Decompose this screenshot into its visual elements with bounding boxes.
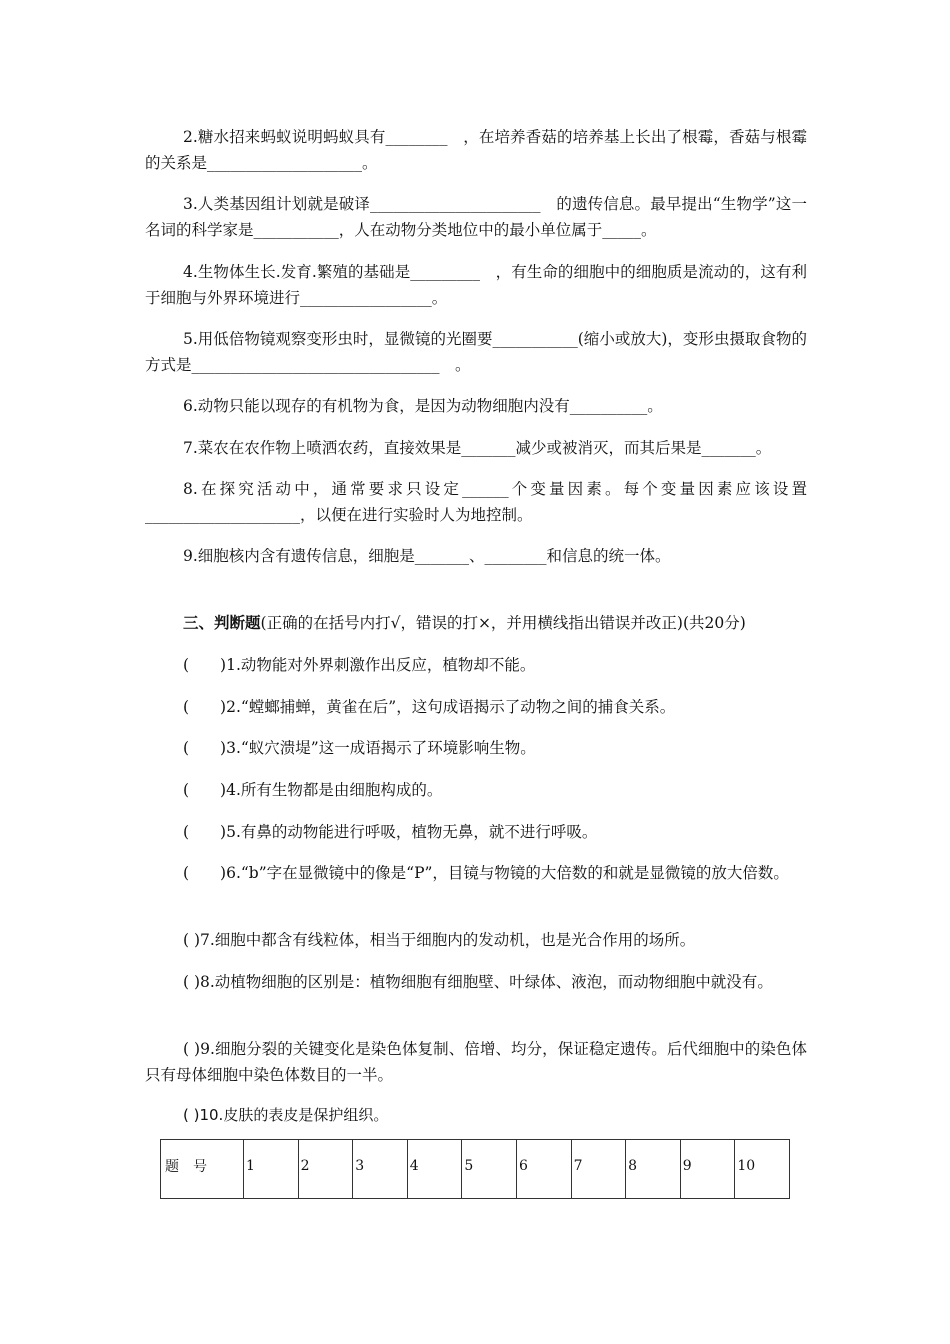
answer-table-row [161, 1140, 790, 1199]
judgment-question-2: ( )2.“螳螂捕蝉，黄雀在后”，这句成语揭示了动物之间的捕食关系。 [183, 698, 676, 716]
judgment-question-9: ( )9.细胞分裂的关键变化是染色体复制、倍增、均分，保证稳定遗传。后代细胞中的染色体只有母体细胞中染色体数目的一半。 [145, 1040, 807, 1084]
fill-blank-question-2: 2.糖水招来蚂蚁说明蚂蚁具有________ ，在培养香菇的培养基上长出了根霉，香菇与根霉的关系是____________________。 [145, 128, 807, 172]
answer-cell-3[interactable]: 3 [353, 1140, 408, 1199]
judgment-question-8: ( )8.动植物细胞的区别是：植物细胞有细胞壁、叶绿体、液泡，而动物细胞中就没有。 [183, 973, 773, 991]
answer-table-header: 题 号 [161, 1140, 244, 1199]
judgment-question-5: ( )5.有鼻的动物能进行呼吸，植物无鼻，就不进行呼吸。 [183, 823, 598, 841]
section-instruction: (正确的在括号内打√，错误的打×，并用横线指出错误并改正)(共20分) [260, 614, 746, 632]
judgment-question-3: ( )3.“蚁穴溃堤”这一成语揭示了环境影响生物。 [183, 739, 536, 757]
judgment-question-1: ( )1.动物能对外界刺激作出反应，植物却不能。 [183, 656, 536, 674]
answer-cell-1[interactable]: 1 [244, 1140, 299, 1199]
fill-blank-question-9: 9.细胞核内含有遗传信息，细胞是_______、________和信息的统一体。 [183, 547, 671, 565]
fill-blank-question-5: 5.用低倍物镜观察变形虫时，显微镜的光圈要___________(缩小或放大)，变形虫摄取食物的方式是________________________________ 。 [145, 330, 807, 374]
answer-cell-10[interactable]: 10 [735, 1140, 790, 1199]
answer-cell-6[interactable]: 6 [516, 1140, 571, 1199]
answer-cell-4[interactable]: 4 [407, 1140, 462, 1199]
answer-cell-2[interactable]: 2 [298, 1140, 353, 1199]
judgment-question-10: ( )10.皮肤的表皮是保护组织。 [183, 1106, 389, 1124]
section-3-heading [145, 610, 807, 636]
answer-table [160, 1139, 790, 1199]
fill-blank-question-4: 4.生物体生长.发育.繁殖的基础是_________ ，有生命的细胞中的细胞质是流动的，这有利于细胞与外界环境进行_________________。 [145, 263, 807, 307]
answer-cell-9[interactable]: 9 [680, 1140, 735, 1199]
answer-cell-8[interactable]: 8 [626, 1140, 681, 1199]
judgment-question-6: ( )6.“b”字在显微镜中的像是“P”，目镜与物镜的大倍数的和就是显微镜的放大倍数。 [183, 864, 789, 882]
fill-blank-question-6: 6.动物只能以现存的有机物为食，是因为动物细胞内没有__________。 [183, 397, 663, 415]
judgment-question-4: ( )4.所有生物都是由细胞构成的。 [183, 781, 443, 799]
answer-cell-5[interactable]: 5 [462, 1140, 517, 1199]
fill-blank-question-7: 7.菜农在农作物上喷洒农药，直接效果是_______减少或被消灭，而其后果是_______。 [183, 439, 772, 457]
fill-blank-question-3: 3.人类基因组计划就是破译______________________ 的遗传信息。最早提出“生物学”这一名词的科学家是___________，人在动物分类地位中的最小单位属于_____。 [145, 195, 807, 239]
judgment-question-7: ( )7.细胞中都含有线粒体，相当于细胞内的发动机，也是光合作用的场所。 [183, 931, 696, 949]
answer-cell-7[interactable]: 7 [571, 1140, 626, 1199]
section-title: 三、判断题 [183, 613, 261, 632]
fill-blank-question-8: 8.在探究活动中，通常要求只设定______个变量因素。每个变量因素应该设置____________________，以便在进行实验时人为地控制。 [145, 480, 807, 524]
